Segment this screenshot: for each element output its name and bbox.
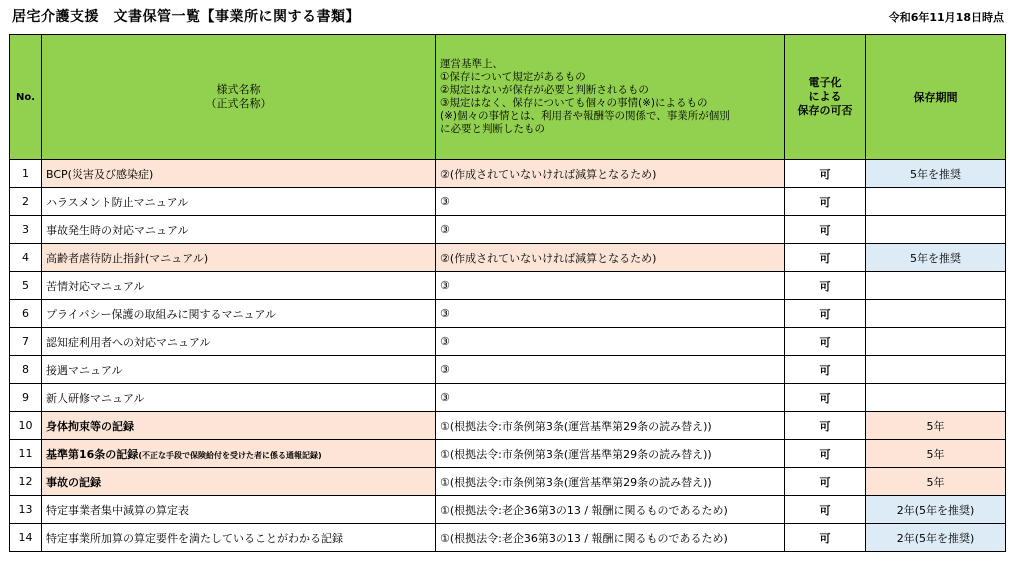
storage-rule: ③ [436, 272, 785, 300]
electronic-storage: 可 [785, 412, 866, 440]
header-rule-line: 運営基準上、 [440, 58, 503, 70]
storage-rule: ③ [436, 328, 785, 356]
retention-period: 5年 [866, 468, 1006, 496]
table-row [10, 356, 1006, 384]
table-row [10, 412, 1006, 440]
header-electronic-line2: による [808, 90, 842, 103]
retention-period: 5年 [866, 440, 1006, 468]
as-of-date: 令和6年11月18日時点 [888, 11, 1004, 24]
row-number: 5 [10, 272, 42, 300]
header-period: 保存期間 [866, 35, 1006, 160]
document-name-text: 新人研修マニュアル [46, 391, 145, 405]
retention-period [866, 356, 1006, 384]
table-row [10, 188, 1006, 216]
header-electronic-line1: 電子化 [808, 76, 842, 89]
document-name [42, 412, 436, 440]
document-name-text: プライバシー保護の取組みに関するマニュアル [46, 307, 277, 321]
document-name [42, 300, 436, 328]
electronic-storage: 可 [785, 496, 866, 524]
retention-period [866, 216, 1006, 244]
electronic-storage: 可 [785, 328, 866, 356]
storage-rule: ②(作成されていないければ減算となるため) [436, 160, 785, 188]
electronic-storage: 可 [785, 272, 866, 300]
document-name [42, 356, 436, 384]
electronic-storage: 可 [785, 356, 866, 384]
storage-rule: ①(根拠法令:市条例第3条(運営基準第29条の読み替え)) [436, 412, 785, 440]
header-rule-line: ①保存について規定があるもの [440, 71, 586, 83]
table-row [10, 300, 1006, 328]
header-rule [436, 35, 785, 160]
retention-period [866, 188, 1006, 216]
row-number: 2 [10, 188, 42, 216]
table-row [10, 160, 1006, 188]
document-name [42, 188, 436, 216]
storage-rule: ③ [436, 384, 785, 412]
row-number: 1 [10, 160, 42, 188]
retention-period: 5年を推奨 [866, 160, 1006, 188]
document-name-text: 苦情対応マニュアル [46, 279, 145, 293]
electronic-storage: 可 [785, 384, 866, 412]
row-number: 4 [10, 244, 42, 272]
document-name [42, 160, 436, 188]
document-name-text: ハラスメント防止マニュアル [46, 195, 189, 209]
document-name-text: 特定事業所加算の算定要件を満たしていることがわかる記録 [46, 531, 343, 545]
electronic-storage: 可 [785, 160, 866, 188]
document-name-text: 高齢者虐待防止指針(マニュアル) [46, 251, 209, 265]
document-name-text: 身体拘束等の記録 [46, 419, 134, 433]
table-row [10, 524, 1006, 552]
storage-rule: ①(根拠法令:市条例第3条(運営基準第29条の読み替え)) [436, 440, 785, 468]
table-row [10, 468, 1006, 496]
document-name [42, 216, 436, 244]
page-title: 居宅介護支援 文書保管一覧【事業所に関する書類】 [12, 9, 360, 25]
table-row [10, 496, 1006, 524]
electronic-storage: 可 [785, 524, 866, 552]
header-rule-line: ③規定はなく、保存についても個々の事情(※)によるもの [440, 97, 708, 109]
table-row [10, 216, 1006, 244]
header-rule-line: に必要と判断したもの [440, 123, 545, 135]
row-number: 10 [10, 412, 42, 440]
header-no: No. [10, 35, 42, 160]
storage-rule: ③ [436, 300, 785, 328]
document-name [42, 384, 436, 412]
storage-rule: ③ [436, 216, 785, 244]
retention-period [866, 384, 1006, 412]
electronic-storage: 可 [785, 440, 866, 468]
storage-rule: ③ [436, 188, 785, 216]
table-row [10, 272, 1006, 300]
table-header [10, 35, 1006, 160]
document-name-note: (不正な手段で保険給付を受けた者に係る通報記録) [138, 450, 322, 460]
header-electronic-line3: 保存の可否 [797, 104, 853, 117]
retention-period: 5年を推奨 [866, 244, 1006, 272]
document-name [42, 496, 436, 524]
storage-rule: ①(根拠法令:老企36第3の13 / 報酬に関るものであるため) [436, 496, 785, 524]
document-name-text: 基準第16条の記録 [46, 447, 139, 461]
electronic-storage: 可 [785, 188, 866, 216]
electronic-storage: 可 [785, 216, 866, 244]
electronic-storage: 可 [785, 468, 866, 496]
storage-rule: ③ [436, 356, 785, 384]
document-name [42, 328, 436, 356]
table-body [10, 160, 1006, 552]
document-name-text: 事故発生時の対応マニュアル [46, 223, 189, 237]
retention-period [866, 272, 1006, 300]
document-name [42, 440, 436, 468]
document-name-text: 事故の記録 [46, 475, 101, 489]
row-number: 3 [10, 216, 42, 244]
row-number: 9 [10, 384, 42, 412]
document-name-text: 認知症利用者への対応マニュアル [46, 335, 211, 349]
retention-period [866, 328, 1006, 356]
retention-period: 2年(5年を推奨) [866, 496, 1006, 524]
header-electronic [785, 35, 866, 160]
header-name [42, 35, 436, 160]
table-row [10, 384, 1006, 412]
document-name [42, 272, 436, 300]
row-number: 12 [10, 468, 42, 496]
electronic-storage: 可 [785, 244, 866, 272]
row-number: 14 [10, 524, 42, 552]
document-name-text: 特定事業者集中減算の算定表 [46, 503, 189, 517]
row-number: 6 [10, 300, 42, 328]
document-name [42, 244, 436, 272]
table-row [10, 244, 1006, 272]
header-rule-line: (※)個々の事情とは、利用者や報酬等の関係で、事業所が個別 [440, 110, 730, 122]
row-number: 13 [10, 496, 42, 524]
header-rule-line: ②規定はないが保存が必要と判断されるもの [440, 84, 649, 96]
retention-period: 2年(5年を推奨) [866, 524, 1006, 552]
header-name-line1: 様式名称 [216, 83, 261, 96]
retention-period: 5年 [866, 412, 1006, 440]
retention-period [866, 300, 1006, 328]
storage-rule: ①(根拠法令:市条例第3条(運営基準第29条の読み替え)) [436, 468, 785, 496]
header-name-line2: （正式名称） [205, 97, 272, 110]
row-number: 8 [10, 356, 42, 384]
table-row [10, 440, 1006, 468]
electronic-storage: 可 [785, 300, 866, 328]
row-number: 7 [10, 328, 42, 356]
document-table [9, 34, 1006, 552]
row-number: 11 [10, 440, 42, 468]
document-name-text: BCP(災害及び感染症) [46, 167, 154, 181]
document-name [42, 468, 436, 496]
table-row [10, 328, 1006, 356]
document-name-text: 接遇マニュアル [46, 363, 123, 377]
storage-rule: ①(根拠法令:老企36第3の13 / 報酬に関るものであるため) [436, 524, 785, 552]
storage-rule: ②(作成されていないければ減算となるため) [436, 244, 785, 272]
document-name [42, 524, 436, 552]
